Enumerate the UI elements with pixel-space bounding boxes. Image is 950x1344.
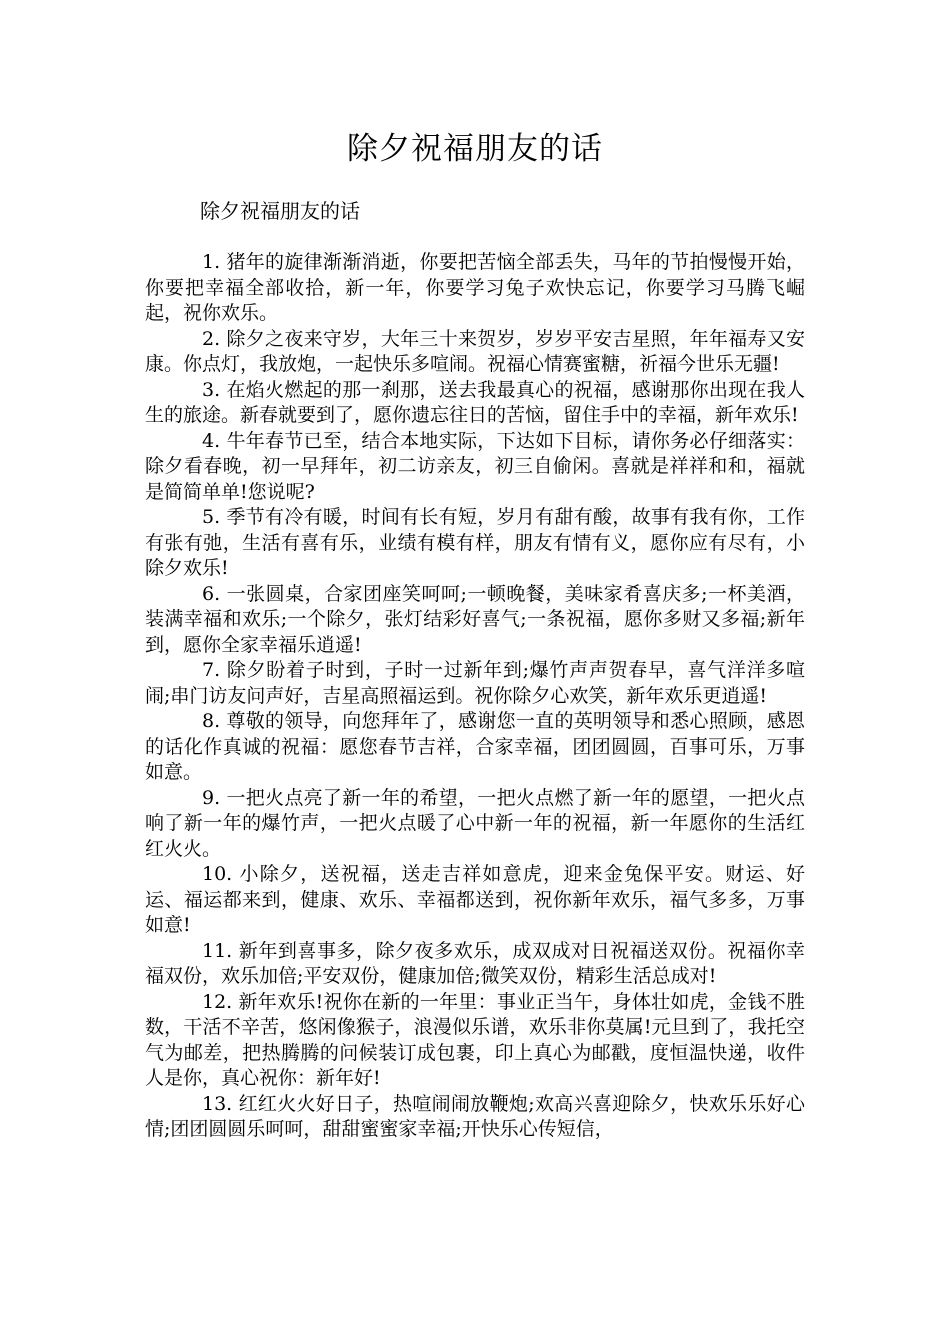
document-body <box>145 250 805 1143</box>
document-title: 除夕祝福朋友的话 <box>347 131 603 167</box>
paragraph-5: 5. 季节有冷有暖，时间有长有短，岁月有甜有酸，故事有我有你，工作有张有弛，生活有喜有乐，业绩有模有样，朋友有情有义，愿你应有尽有，小除夕欢乐! <box>145 506 805 579</box>
document-subtitle: 除夕祝福朋友的话 <box>200 199 360 223</box>
paragraph-1: 1. 猪年的旋律渐渐消逝，你要把苦恼全部丢失，马年的节拍慢慢开始，你要把幸福全部收拾，新一年，你要学习兔子欢快忘记，你要学习马腾飞崛起，祝你欢乐。 <box>145 251 805 324</box>
paragraph-7: 7. 除夕盼着子时到，子时一过新年到;爆竹声声贺春早，喜气洋洋多喧闹;串门访友问声好，吉星高照福运到。祝你除夕心欢笑，新年欢乐更逍遥! <box>145 659 805 707</box>
paragraph-4: 4. 牛年春节已至，结合本地实际，下达如下目标，请你务必仔细落实：除夕看春晚，初一早拜年，初二访亲友，初三自偷闲。喜就是祥祥和和，福就是简简单单!您说呢? <box>145 429 805 503</box>
paragraph-13: 13. 红红火火好日子，热喧闹闹放鞭炮;欢高兴喜迎除夕，快欢乐乐好心情;团团圆圆乐呵呵，甜甜蜜蜜家幸福;开快乐心传短信， <box>145 1092 805 1140</box>
paragraph-2: 2. 除夕之夜来守岁，大年三十来贺岁，岁岁平安吉星照，年年福寿又安康。你点灯，我放炮，一起快乐多喧闹。祝福心情赛蜜糖，祈福今世乐无疆! <box>145 327 805 375</box>
paragraph-9: 9. 一把火点亮了新一年的希望，一把火点燃了新一年的愿望，一把火点响了新一年的爆竹声，一把火点暖了心中新一年的祝福，新一年愿你的生活红红火火。 <box>145 786 805 860</box>
paragraph-3: 3. 在焰火燃起的那一刹那，送去我最真心的祝福，感谢那你出现在我人生的旅途。新春就要到了，愿你遗忘往日的苦恼，留住手中的幸福，新年欢乐! <box>145 378 805 426</box>
paragraph-10: 10. 小除夕，送祝福，送走吉祥如意虎，迎来金兔保平安。财运、好运、福运都来到，健康、欢乐、幸福都送到，祝你新年欢乐，福气多多，万事如意! <box>145 863 805 936</box>
paragraph-11: 11. 新年到喜事多，除夕夜多欢乐，成双成对日祝福送双份。祝福你幸福双份，欢乐加倍;平安双份，健康加倍;微笑双份，精彩生活总成对! <box>145 939 805 987</box>
paragraph-6: 6. 一张圆桌，合家团座笑呵呵;一顿晚餐，美味家肴喜庆多;一杯美酒，装满幸福和欢乐;一个除夕，张灯结彩好喜气;一条祝福，愿你多财又多福;新年到，愿你全家幸福乐逍遥! <box>145 582 805 656</box>
paragraph-12: 12. 新年欢乐!祝你在新的一年里：事业正当午，身体壮如虎，金钱不胜数，干活不辛苦，悠闲像猴子，浪漫似乐谱，欢乐非你莫属!元旦到了，我托空气为邮差，把热腾腾的问候装订成包裹，印上真心为邮戳，度恒温快递，收件人是你，真心祝你：新年好! <box>145 990 805 1089</box>
paragraph-8: 8. 尊敬的领导，向您拜年了，感谢您一直的英明领导和悉心照顾，感恩的话化作真诚的祝福：愿您春节吉祥，合家幸福，团团圆圆，百事可乐，万事如意。 <box>145 710 805 783</box>
